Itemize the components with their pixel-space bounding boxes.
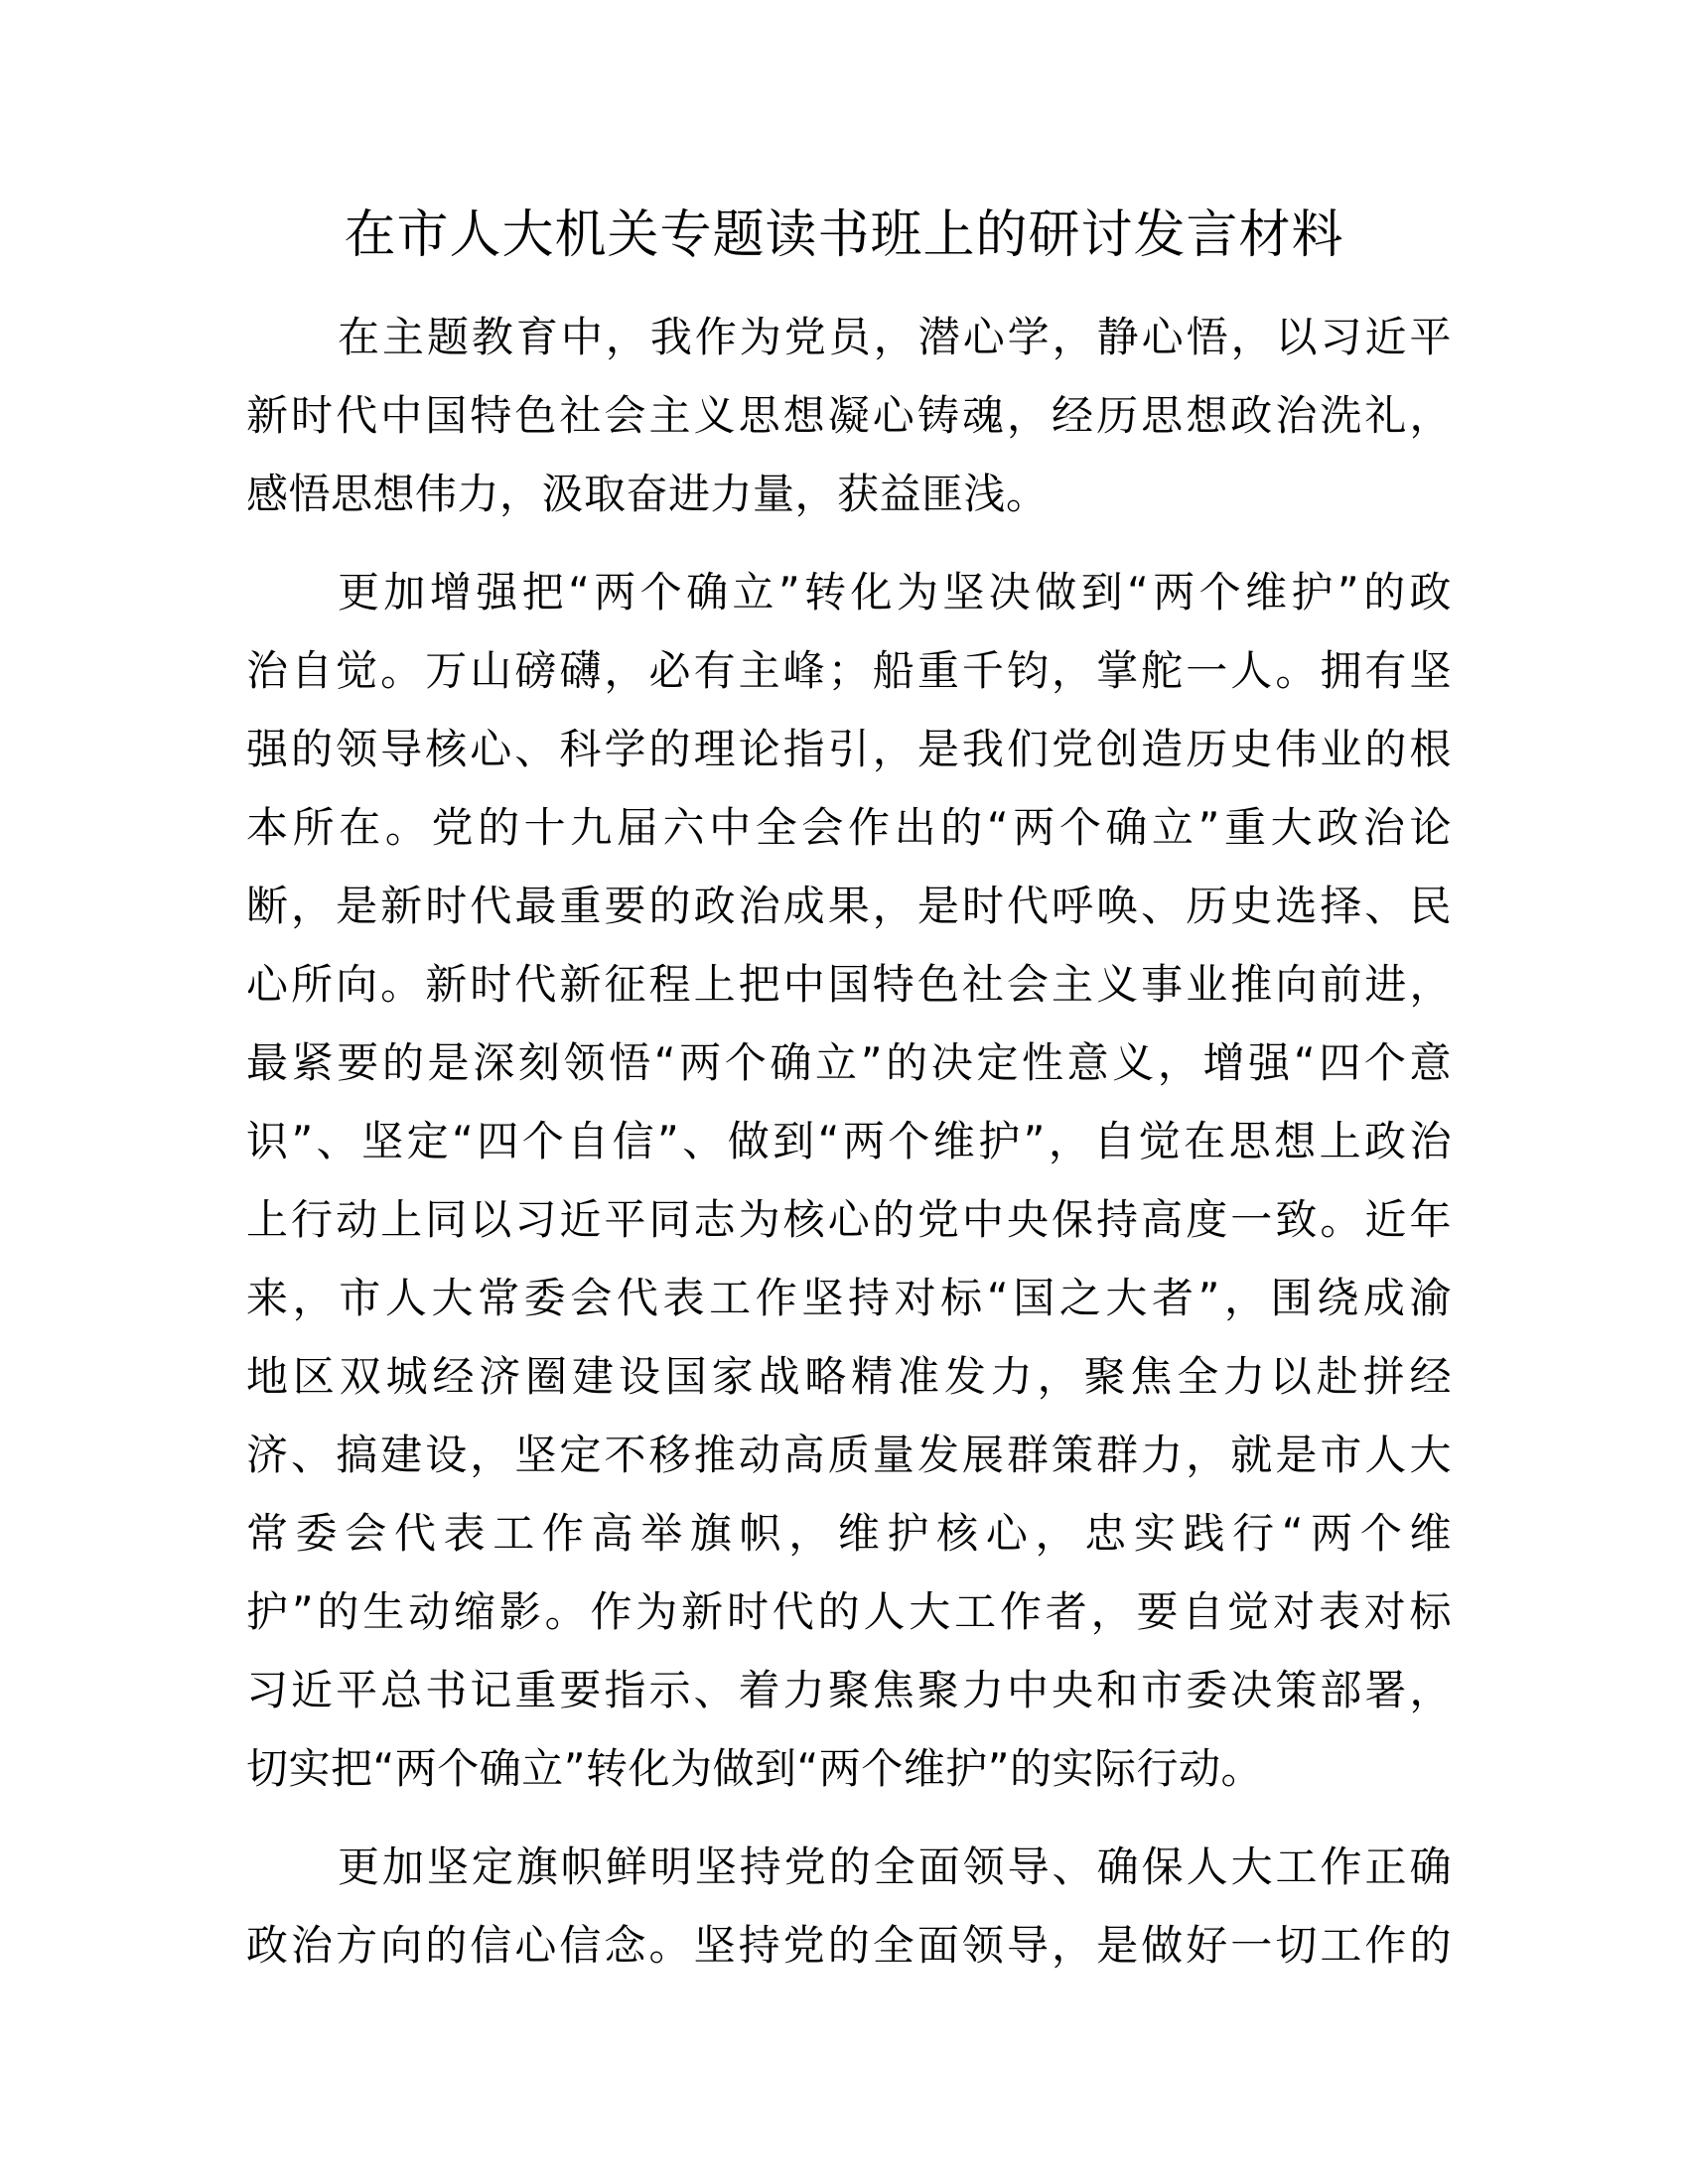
text-line: 来，市人大常委会代表工作坚持对标“国之大者”，围绕成渝: [246, 1274, 1452, 1322]
text-line: 本所在。党的十九届六中全会作出的“两个确立”重大政治论: [246, 803, 1452, 852]
text-line: 最紧要的是深刻领悟“两个确立”的决定性意义，增强“四个意: [246, 1038, 1452, 1087]
paragraph-intro: [246, 298, 1452, 533]
paragraph-two-establishments: [246, 553, 1452, 1808]
paragraph-party-leadership: [246, 1828, 1452, 1984]
document-title: 在市人大机关专题读书班上的研讨发言材料: [344, 205, 1344, 265]
text-line: 护”的生动缩影。作为新时代的人大工作者，要自觉对表对标: [246, 1587, 1452, 1636]
text-line: 更加增强把“两个确立”转化为坚决做到“两个维护”的政: [338, 568, 1452, 616]
text-line: 感悟思想伟力，汲取奋进力量，获益匪浅。: [246, 470, 1049, 518]
text-line: 识”、坚定“四个自信”、做到“两个维护”，自觉在思想上政治: [246, 1117, 1452, 1165]
text-line: 断，是新时代最重要的政治成果，是时代呼唤、历史选择、民: [246, 882, 1452, 930]
text-line: 常委会代表工作高举旗帜，维护核心，忠实践行“两个维: [246, 1509, 1452, 1558]
text-line: 新时代中国特色社会主义思想凝心铸魂，经历思想政治洗礼，: [246, 391, 1452, 440]
text-line: 心所向。新时代新征程上把中国特色社会主义事业推向前进，: [246, 960, 1452, 1009]
text-line: 上行动上同以习近平同志为核心的党中央保持高度一致。近年: [246, 1195, 1452, 1244]
text-line: 济、搞建设，坚定不移推动高质量发展群策群力，就是市人大: [246, 1431, 1452, 1479]
text-line: 切实把“两个确立”转化为做到“两个维护”的实际行动。: [246, 1744, 1264, 1793]
text-line: 更加坚定旗帜鲜明坚持党的全面领导、确保人大工作正确: [338, 1843, 1452, 1891]
text-line: 强的领导核心、科学的理论指引，是我们党创造历史伟业的根: [246, 725, 1452, 773]
text-line: 治自觉。万山磅礴，必有主峰；船重千钧，掌舵一人。拥有坚: [246, 646, 1452, 695]
text-line: 习近平总书记重要指示、着力聚焦聚力中央和市委决策部署，: [246, 1666, 1452, 1714]
text-line: 政治方向的信心信念。坚持党的全面领导，是做好一切工作的: [246, 1921, 1452, 1970]
text-line: 地区双城经济圈建设国家战略精准发力，聚焦全力以赴拼经: [246, 1352, 1452, 1401]
document-body: [246, 298, 1452, 2004]
text-line: 在主题教育中，我作为党员，潜心学，静心悟，以习近平: [338, 313, 1452, 361]
